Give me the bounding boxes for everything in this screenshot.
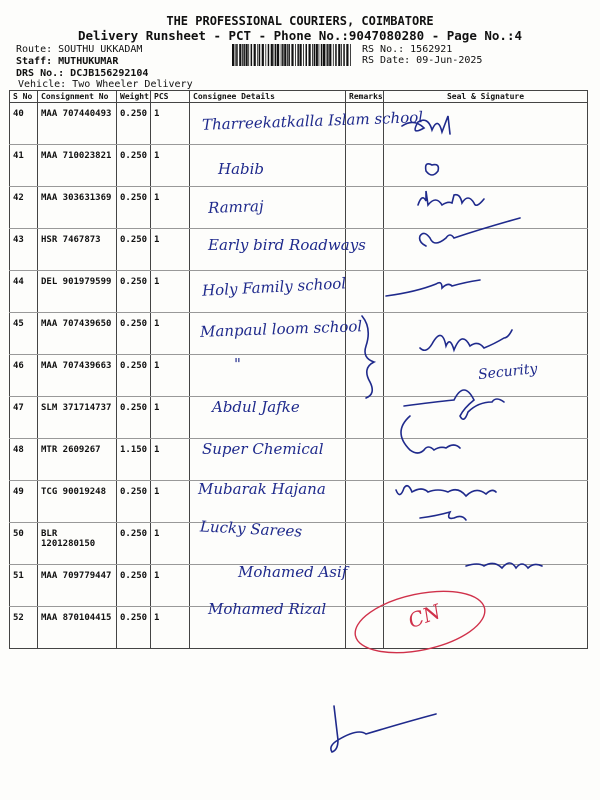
- cell-consignment: MAA 709779447: [38, 565, 117, 607]
- cell-sno: 44: [10, 271, 38, 313]
- cell-pcs: 1: [151, 523, 190, 565]
- handwritten-security: Security: [477, 360, 539, 384]
- col-consignee: Consignee Details: [190, 91, 346, 103]
- handwritten-consignee: Early bird Roadways: [208, 236, 366, 254]
- cell-consignment: MAA 707440493: [38, 103, 117, 145]
- cell-pcs: 1: [151, 481, 190, 523]
- cell-remarks: [346, 355, 384, 397]
- handwritten-consignee: Lucky Sarees: [199, 517, 303, 541]
- cell-weight: 0.250: [117, 355, 151, 397]
- cell-consignment: HSR 7467873: [38, 229, 117, 271]
- cell-sno: 50: [10, 523, 38, 565]
- cell-remarks: [346, 565, 384, 607]
- cell-pcs: 1: [151, 229, 190, 271]
- cell-pcs: 1: [151, 313, 190, 355]
- cell-remarks: [346, 439, 384, 481]
- cell-consignee: [190, 355, 346, 397]
- barcode-image: [232, 44, 354, 66]
- handwritten-consignee: Tharreekatkalla Islam school: [201, 108, 424, 134]
- col-pcs: PCS: [151, 91, 190, 103]
- cell-pcs: 1: [151, 607, 190, 649]
- runsheet-subtitle: Delivery Runsheet - PCT - Phone No.:9047080280 - Page No.:4: [77, 28, 522, 43]
- cell-weight: 0.250: [117, 481, 151, 523]
- table-row: [10, 145, 588, 187]
- cell-pcs: 1: [151, 565, 190, 607]
- handwritten-consignee: Manpaul loom school: [199, 317, 363, 341]
- cell-remarks: [346, 271, 384, 313]
- vehicle-label: Vehicle: Two Wheeler Delivery: [18, 79, 193, 90]
- route-label: Route: SOUTHU UKKADAM: [16, 44, 143, 55]
- cell-consignment: MTR 2609267: [38, 439, 117, 481]
- cell-pcs: 1: [151, 145, 190, 187]
- col-remarks: Remarks: [346, 91, 384, 103]
- cell-consignee: [190, 145, 346, 187]
- cell-remarks: [346, 481, 384, 523]
- handwritten-consignee: Mubarak Hajana: [198, 480, 326, 498]
- cell-consignment: BLR 1201280150: [38, 523, 117, 565]
- cell-pcs: 1: [151, 439, 190, 481]
- bottom-scribble: [331, 706, 436, 752]
- cell-sno: 48: [10, 439, 38, 481]
- cell-remarks: [346, 145, 384, 187]
- cell-signature: [384, 271, 588, 313]
- cell-weight: 0.250: [117, 103, 151, 145]
- cell-sno: 43: [10, 229, 38, 271]
- cell-weight: 0.250: [117, 607, 151, 649]
- handwritten-consignee: Mohamed Rizal: [208, 600, 327, 618]
- company-title: THE PROFESSIONAL COURIERS, COIMBATORE: [166, 14, 434, 28]
- cell-weight: 0.250: [117, 229, 151, 271]
- cell-consignment: DEL 901979599: [38, 271, 117, 313]
- cell-consignment: MAA 870104415: [38, 607, 117, 649]
- cell-remarks: [346, 187, 384, 229]
- cell-signature: [384, 565, 588, 607]
- cell-remarks: [346, 523, 384, 565]
- cell-consignment: MAA 303631369: [38, 187, 117, 229]
- cell-remarks: [346, 397, 384, 439]
- handwritten-consignee: Habib: [218, 160, 265, 178]
- cell-signature: [384, 523, 588, 565]
- handwritten-consignee: Mohamed Asif: [238, 563, 348, 581]
- cell-consignment: MAA 710023821: [38, 145, 117, 187]
- handwritten-consignee: Abdul Jafke: [212, 398, 300, 416]
- handwritten-consignee: Holy Family school: [201, 274, 347, 300]
- cell-pcs: 1: [151, 271, 190, 313]
- cell-weight: 0.250: [117, 145, 151, 187]
- cell-sno: 41: [10, 145, 38, 187]
- cell-weight: 0.250: [117, 271, 151, 313]
- cell-weight: 0.250: [117, 523, 151, 565]
- staff-label: Staff: MUTHUKUMAR: [16, 56, 119, 67]
- cell-sno: 42: [10, 187, 38, 229]
- col-consignment: Consignment No: [38, 91, 117, 103]
- drs-label: DRS No.: DCJB156292104: [16, 68, 149, 79]
- cell-sno: 49: [10, 481, 38, 523]
- cell-signature: [384, 313, 588, 355]
- stamp-text: CN: [404, 599, 444, 633]
- cell-sno: 47: [10, 397, 38, 439]
- cell-sno: 45: [10, 313, 38, 355]
- cell-pcs: 1: [151, 355, 190, 397]
- col-signature: Seal & Signature: [384, 91, 588, 103]
- rs-date: RS Date: 09-Jun-2025: [362, 55, 483, 66]
- cell-signature: [384, 439, 588, 481]
- cell-signature: [384, 145, 588, 187]
- handwritten-consignee: Super Chemical: [202, 440, 324, 458]
- cell-weight: 0.250: [117, 397, 151, 439]
- table-row: [10, 187, 588, 229]
- cell-pcs: 1: [151, 397, 190, 439]
- cell-weight: 1.150: [117, 439, 151, 481]
- table-header-row: [10, 91, 588, 103]
- cell-consignment: MAA 707439663: [38, 355, 117, 397]
- col-weight: Weight: [117, 91, 151, 103]
- cell-pcs: 1: [151, 103, 190, 145]
- cell-remarks: [346, 607, 384, 649]
- cell-signature: [384, 229, 588, 271]
- cell-signature: [384, 187, 588, 229]
- cell-weight: 0.250: [117, 313, 151, 355]
- handwritten-consignee: ": [234, 355, 241, 373]
- cell-sno: 40: [10, 103, 38, 145]
- cell-sno: 52: [10, 607, 38, 649]
- cell-consignment: MAA 707439650: [38, 313, 117, 355]
- cell-pcs: 1: [151, 187, 190, 229]
- cell-sno: 46: [10, 355, 38, 397]
- cell-sno: 51: [10, 565, 38, 607]
- cell-signature: [384, 397, 588, 439]
- cell-consignment: SLM 371714737: [38, 397, 117, 439]
- rs-number: RS No.: 1562921: [362, 44, 453, 55]
- cell-signature: [384, 481, 588, 523]
- cell-weight: 0.250: [117, 565, 151, 607]
- handwritten-consignee: Ramraj: [207, 197, 264, 217]
- cell-weight: 0.250: [117, 187, 151, 229]
- col-sno: S No: [10, 91, 38, 103]
- cell-consignment: TCG 90019248: [38, 481, 117, 523]
